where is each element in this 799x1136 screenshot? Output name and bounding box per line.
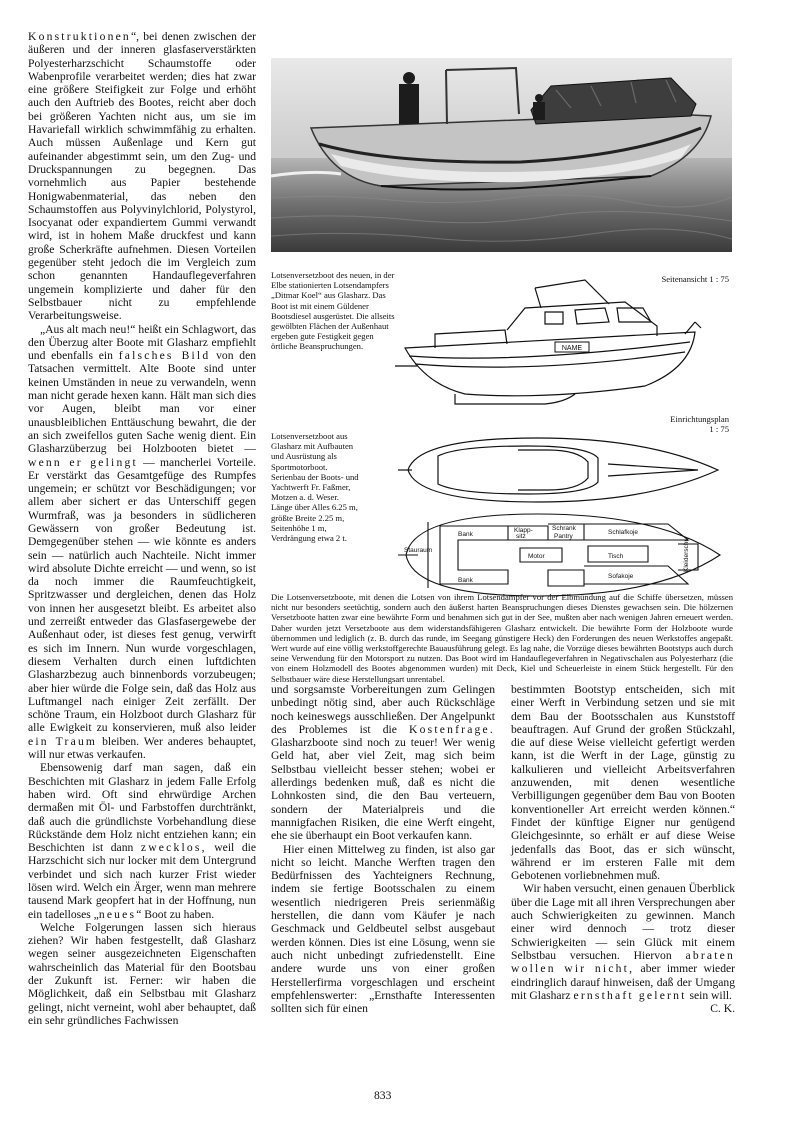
spaced-emphasis: Konstruktionen <box>28 30 131 43</box>
paragraph-text: von den Tatsachen vermittelt. Alte Boote sind unter keinen Umständen in neue zu verwandeln, wenn man nicht gerade hexen kann. Hält man sich dies vor Augen, bleibt man vor einer unausbleiblichen Enttäuschung bewahrt, die der an sich zweifellos guten Sache wenig dient. Ein Glasharzüberzug bei Holzbooten bietet — <box>28 349 257 456</box>
paragraph <box>28 761 256 921</box>
side-view-drawing <box>395 278 735 408</box>
author-signature: C. K. <box>710 1002 735 1016</box>
boat-photo-image <box>271 58 732 252</box>
paragraph-text: und sorgsamste Vorbereitungen zum Gelingen unbedingt nötig sind, aber auch Rückschläge noch keineswegs ausschließen. Der Angelpunkt des Problemes ist die <box>271 683 495 736</box>
paragraph <box>511 882 735 1016</box>
deck-plan-drawing <box>398 434 728 506</box>
side-view-label: Seitenansicht 1 : 75 <box>661 274 729 284</box>
paragraph-text: „Aus alt mach neu!“ heißt ein Schlagwort, das den Überzug alter Boote mit Glasharz empfiehlt und ebenfalls ein <box>28 322 256 363</box>
article-column-2 <box>271 683 495 1015</box>
engine-label: Motor <box>528 553 545 560</box>
cabinet-label: Schrank <box>552 525 576 532</box>
paragraph-text: Wir haben versucht, einen genauen Überblick über die Lage mit all ihren Versprechungen aber auch Schwierigkeiten zu gewinnen. Manch einer wird dennoch — trotz dieser Schwierigkeiten — sein Glück mit einem Selbstbau versuchen. Hiervon <box>511 882 735 962</box>
plan-scale-label: 1 : 75 <box>709 424 729 434</box>
paragraph-text: Ebensowenig darf man sagen, daß ein Beschichten mit Glasharz in jedem Falle Erfolg haben wird. Oft sind ehrwürdige Archen dermaßen mit Öl- und Farbstoffen durchtränkt, daß auch die gründlichste Vorbehandlung diese Rückstände dem Holz nicht entziehen kann; ein Beschichten ist dann <box>28 761 256 855</box>
folding-seat-label: sitz <box>516 533 526 540</box>
paragraph-text: “, bei denen zwischen der äußeren und der inneren glasfaserverstärkten Polyesterharzschicht Schaumstoffe oder Wabenprofile verarbeitet werden; dies hat zwar eine größere Steifigkeit zur Folge und erhöht auch den Auftrieb des Bootes, reicht aber doch bei größeren Yachten nicht aus, um sie im Havariefall wirklich schwimmfähig zu erhalten. Auch müssen Außenlage und Kern gut aufeinander abgestimmt sein, um den Zug- und Druckspannungen zu begegnen. Das vornehmlich aus Papier bestehende Honigwabenmaterial, das neben den Schaumstoffen aus Polyvinylchlorid, Polystyrol, Isocyanat oder expandiertem Gummi verwandt wird, ist in hohem Maße druckfest und kann große Scherkräfte aufnehmen. Diesen Vorteilen gegenüber steht jedoch die im Vergleich zum schon genannten Handauflegeverfahren ungemein komplizierte und daher für den Selbstbauer nicht zu empfehlende Verarbeitungsweise. <box>28 30 256 323</box>
spaced-emphasis: wenn er gelingt <box>28 455 138 469</box>
caption-pilot-boat: Lotsenversetzboot des neuen, in der Elbe stationierten Lotsendampfers „Ditmar Koel“ aus Glasharz. Das Boot ist mit einem Güldener Bootsdiesel ausgerüstet. Die allseits gewölbten Flächen der Außenhaut ergeben gute Festigkeit gegen örtliche Beanspruchungen. <box>271 270 395 352</box>
page-number: 833 <box>374 1089 392 1102</box>
paragraph <box>271 683 495 843</box>
spaced-emphasis: ernsthaft gelernt <box>573 988 687 1002</box>
spaced-emphasis: falsches Bild <box>118 349 211 363</box>
paragraph-text: aber immer wieder eindringlich darauf hinweisen, daß der Umgang mit Glasharz <box>511 962 735 1002</box>
caption-long: Die Lotsenversetzboote, mit denen die Lotsen von ihrem Lotsendampfer vor der Elbmündung auf die Schiffe übersetzen, müssen nicht nur besonders seetüchtig, sondern auch den äußerst harten Beanspruchungen dieses Dienstes gewachsen sein. Die hölzernen Versetzboote hatten zwar eine bewährte Form und benahmen sich gut in der See, mußten aber nach wenigen Jahren erneuert werden. Daher wurden jetzt Versetzboote aus dem widerstandsfähigeren Glasharz entwickelt. Die bewährte Form der Holzboote wurde übernommen und lediglich (z. B. durch das runde, im Seegang günstigere Heck) den Forderungen des neuen Werkstoffes angepaßt. Wert wurde auf eine völlig werkstoffgerechte Bauausführung gelegt. Es lag nahe, die Vorzüge dieses bewährten Bootstyps auch durch seine Verwendung für den Motorsport zu nutzen. Das Boot wird im Handauflegeverfahren in Negativschalen aus Polyesterharz (die von einem Holzmodell des Bootes abgenommen wurden) mit Deck, Kiel und Scheuerleiste in einem Stück hergestellt. Für den Selbstbauer wäre diese Herstellungsart unrentabel. <box>271 592 733 684</box>
folding-seat-label: Klapp- <box>514 527 533 534</box>
article-column-3 <box>511 683 735 1015</box>
paragraph: bestimmten Bootstyp entscheiden, sich mit einer Werft in Verbindung setzen und sie mit dem Bau der Bootsschalen aus Kunststoff beauftragen. Auf Grund der großen Stückzahl, die auf diese Weise vielleicht gefertigt werden kann, ist die Werft in der Lage, günstig zu kalkulieren und vielleicht Arbeitsverfahren anzuwenden, mit denen wesentliche Verbilligungen gegenüber dem Bau von Booten konventioneller Art erreicht werden können.“ Findet der künftige Eigner nur genügend Gleichgesinnte, so erhält er auf diese Weise jedenfalls das Boot, das er sich wünscht, während er im ersteren Falle mit dem Gebotenen vorliebnehmen muß. <box>511 683 735 883</box>
sleeping-berth-label: Schlafkoje <box>608 529 638 536</box>
paragraph-text: Glasharzboote sind noch zu teuer! Wer wenig Geld hat, aber viel Zeit, mag sich beim Selbstbau vielleicht besser stehen; wobei er allerdings bedenken muß, daß es nicht die Lohnkosten sind, die den Bau verteuern, sondern der Materialpreis und die mannigfachen Risiken, die eine Werft eingeht, ehe sie überhaupt ein Boot verkaufen kann. <box>271 736 495 843</box>
plan-label: Einrichtungsplan <box>670 414 729 424</box>
paragraph <box>28 30 256 323</box>
spaced-emphasis: neues <box>98 907 137 921</box>
paragraph-text: bleiben. Wer anderes behauptet, will nur etwas verkaufen. <box>28 734 256 762</box>
paragraph: Hier einen Mittelweg zu finden, ist also gar nicht so leicht. Manche Werften tragen den Bedürfnissen des Yachteigners Rechnung, indem sie fertige Bootsschalen zu einem wesentlich niedrigeren Preis serienmäßig herstellen, die dann vom Käufer je nach Geschmack und Geldbeutel selbst ausgebaut werden können. Dies ist eine Lösung, wenn sie auch nicht unbedingt zufriedenstellt. Eine andere wurde uns von einer großen Herstellerfirma vorgeschlagen und erscheint empfehlenswerter: „Ernsthafte Interessenten sollten sich für einen <box>271 842 495 1016</box>
spaced-emphasis: ein Traum <box>28 734 98 748</box>
storage-label: Stauraum <box>404 547 433 554</box>
sofa-berth-label: Sofakoje <box>608 573 634 580</box>
paragraph-text: — mancherlei Vorteile. Er verstärkt das Gesamtgefüge des Rumpfes ungemein; er schützt vor Beschädigungen; vor allem aber sichert er das Unterschiff gegen Wurmfraß, was ja besonders in südlicheren Gewässern von großer Bedeutung ist. Demgegenüber stehen — wie könnte es anders sein — natürlich auch Nachteile. Nicht immer wird absolute Dichte erreicht — und wenn, so ist da noch immer die Raumfeuchtigkeit, Spritzwasser und dergleichen, denen das Holz von innen her ausgesetzt bleibt. Es arbeitet also und zerreißt entweder das Glasfasergewebe der Außenhaut oder, ist dieses fest genug, verwirft es sich im Innern. Nun wurde vorgeschlagen, diesem Verhalten durch einen luftdichten Glasharzbezug auch binnenbords vorzubeugen; aber hier würde die Folge sein, daß das Holz aus Luftmangel nach einiger Zeit zerfällt. Der schöne Traum, ein Holzboot durch Glasharz für alle Ewigkeit zu konservieren, muß also leider <box>28 455 256 735</box>
bench-label: Bank <box>458 531 473 538</box>
table-label: Tisch <box>608 553 624 560</box>
layout-plan-drawing <box>398 510 728 600</box>
paragraph-text: sein will. <box>689 988 732 1002</box>
pantry-label: Pantry <box>554 533 573 540</box>
paragraph: Welche Folgerungen lassen sich hieraus ziehen? Wir haben festgestellt, daß Glasharz wegen seiner ausgezeichneten Eigenschaften wahrscheinlich das Material für den Bootsbau der Zukunft ist. Ferner: wir haben die Möglichkeit, daß ein Selbstbau mit Glasharz gelingt, nicht verneint, wohl aber behauptet, daß ein sehr gründliches Fachwissen <box>28 920 256 1027</box>
boat-photo <box>271 58 732 252</box>
caption-sport-boat: Lotsenversetzboot aus Glasharz mit Aufbauten und Ausrüstung als Sportmotorboot. Serienbau der Boots- und Yachtwerft Fr. Faßmer, Motzen a. d. Weser. Länge über Alles 6.25 m, größte Breite 2.25 m, Seitenhöhe 1 m, Verdrängung etwa 2 t. <box>271 431 359 544</box>
spaced-emphasis: zwecklos, <box>140 841 207 855</box>
wardrobe-label: Kleiderschr. <box>683 538 690 572</box>
bench-label: Bank <box>458 577 473 584</box>
article-column-1 <box>28 30 256 1027</box>
paragraph <box>28 323 256 762</box>
spaced-emphasis: abraten wollen wir nicht, <box>511 948 735 976</box>
name-plate-label: NAME <box>561 345 583 352</box>
paragraph-text: “ Boot zu haben. <box>136 907 215 921</box>
spaced-emphasis: Kostenfrage. <box>409 722 495 736</box>
paragraph-text: weil die Harzschicht sich nur locker mit dem Untergrund verbindet und sich nach kurzer Frist wieder lösen wird. Welch ein Ärger, wenn man mehrere tausend Mark geopfert hat in der Hoffnung, nun ein tadelloses „ <box>28 841 256 921</box>
